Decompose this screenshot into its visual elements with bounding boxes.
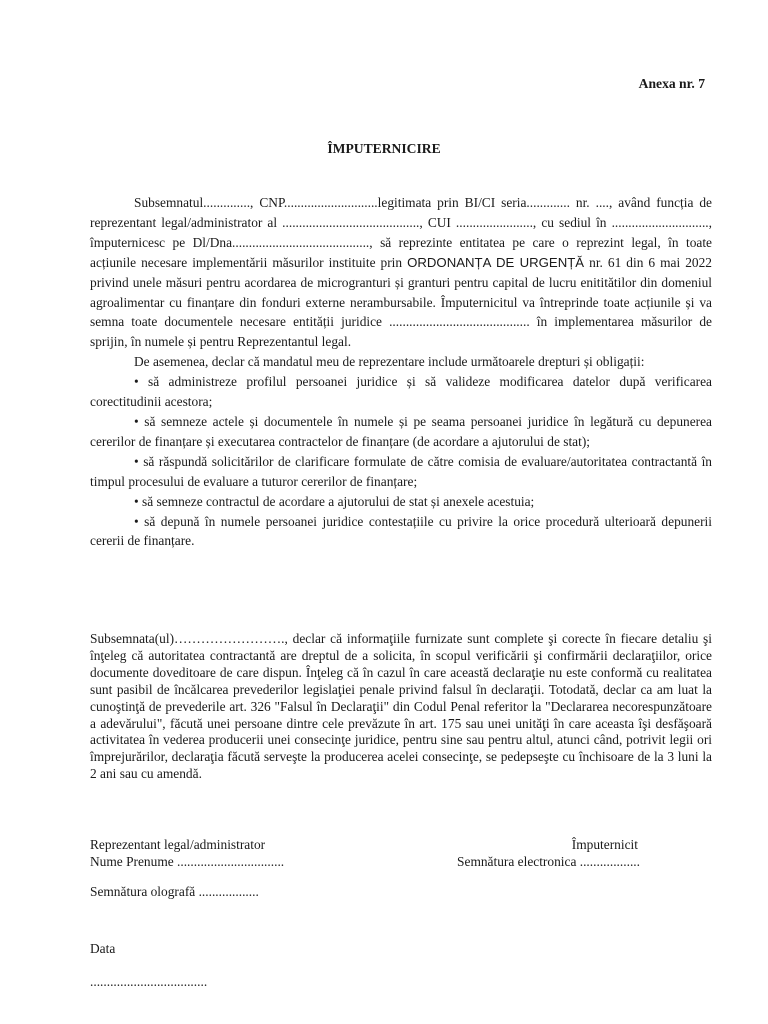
rights-bullet-2: • să semneze actele și documentele în numele și pe seama persoanei juridice în legătură cu depunerea cererilor de finanțare și executarea contractelor de finanțare (de acordare a ajutorului de stat);: [90, 413, 712, 449]
rights-bullet-3: • să răspundă solicitărilor de clarificare formulate de către comisia de evaluare/autoritatea contractantă în timpul procesului de evaluare a tuturor cererilor de finanțare;: [90, 453, 712, 489]
mandate-text-part-2: nr. 61 din 6 mai 2022 privind unele măsuri pentru acordarea de microgranturi și granturi pentru capital de lucru enititătilor din domeniul agroalimentar cu finanțare din fonduri externe nerambursabile. Împuternicitul va întreprinde toate acțiunile și va semna toate documentele necesare entității juridice .......................................... în implementarea măsurilor de sprijin, în numele și pentru Reprezentantul legal.: [90, 254, 712, 350]
ordinance-name: ORDONANȚA DE URGENȚĂ: [407, 254, 585, 270]
rights-intro: De asemenea, declar că mandatul meu de reprezentare include următoarele drepturi și obligații:: [134, 354, 645, 370]
date-line: ...................................: [90, 974, 208, 989]
rights-bullet-4: • să semneze contractul de acordare a ajutorului de stat și anexele acestuia;: [134, 493, 535, 509]
proxy-title: Împuternicit: [571, 837, 638, 852]
legal-representative-title: Reprezentant legal/administrator: [90, 837, 266, 852]
date-label: Data: [90, 941, 116, 956]
rights-bullet-1: • să administreze profilul persoanei juridice și să valideze modificarea datelor după verificarea corectitudinii acestora;: [90, 374, 712, 410]
electronic-signature-line: Semnătura electronica ..................: [457, 854, 640, 869]
holograph-signature-line: Semnătura olografă ..................: [90, 884, 259, 899]
annex-number: Anexa nr. 7: [638, 76, 705, 91]
mandate-text-part-1: Subsemnatul.............., CNP............................legitimata prin BI/CI seria............. nr. ...., având funcția de reprezentant legal/administrator al ........................................., CUI ......................., cu sediul în ............................., împuternicesc pe Dl/Dna........................................., să reprezinte entitatea pe care o reprezint legal, în toate acțiunile necesare implementării măsurilor instituite prin: [90, 195, 712, 270]
declaration-section: [90, 631, 712, 783]
document-title: ÎMPUTERNICIRE: [327, 141, 441, 156]
rights-bullet-5: • să depună în numele persoanei juridice contestațiile cu privire la orice procedură ulterioară depunerii cererii de finanțare.: [90, 513, 712, 549]
mandate-section: [90, 193, 712, 551]
name-field-line: Nume Prenume ................................: [90, 854, 285, 869]
mandate-paragraph: [90, 193, 712, 352]
declaration-paragraph: Subsemnata(ul)……………………., declar că informaţiile furnizate sunt complete şi corecte în fiecare detaliu şi înţeleg că autoritatea contractantă are dreptul de a solicita, în scopul verificării şi confirmării declaraţiilor, orice documente doveditoare de care dispun. Înţeleg că în cazul în care această declaraţie nu este conformă cu realitatea sunt pasibil de încălcarea prevederilor legislaţiei penale privind falsul în declaraţii. Totodată, declar ca am luat la cunoştinţă de prevederile art. 326 "Falsul în Declaraţii" din Codul Penal referitor la "Declararea necorespunzătoare a adevărului", făcută unei persoane dintre cele prevăzute în art. 175 sau unei unităţi în care aceasta îşi desfăşoară activitatea în vederea producerii unei consecinţe juridice, pentru sine sau pentru altul, atunci când, potrivit legii ori împrejurărilor, declaraţia făcută serveşte la producerea acelei consecinţe, se pedepseşte cu închisoare de la 3 luni la 2 ani sau cu amendă.: [90, 631, 712, 782]
